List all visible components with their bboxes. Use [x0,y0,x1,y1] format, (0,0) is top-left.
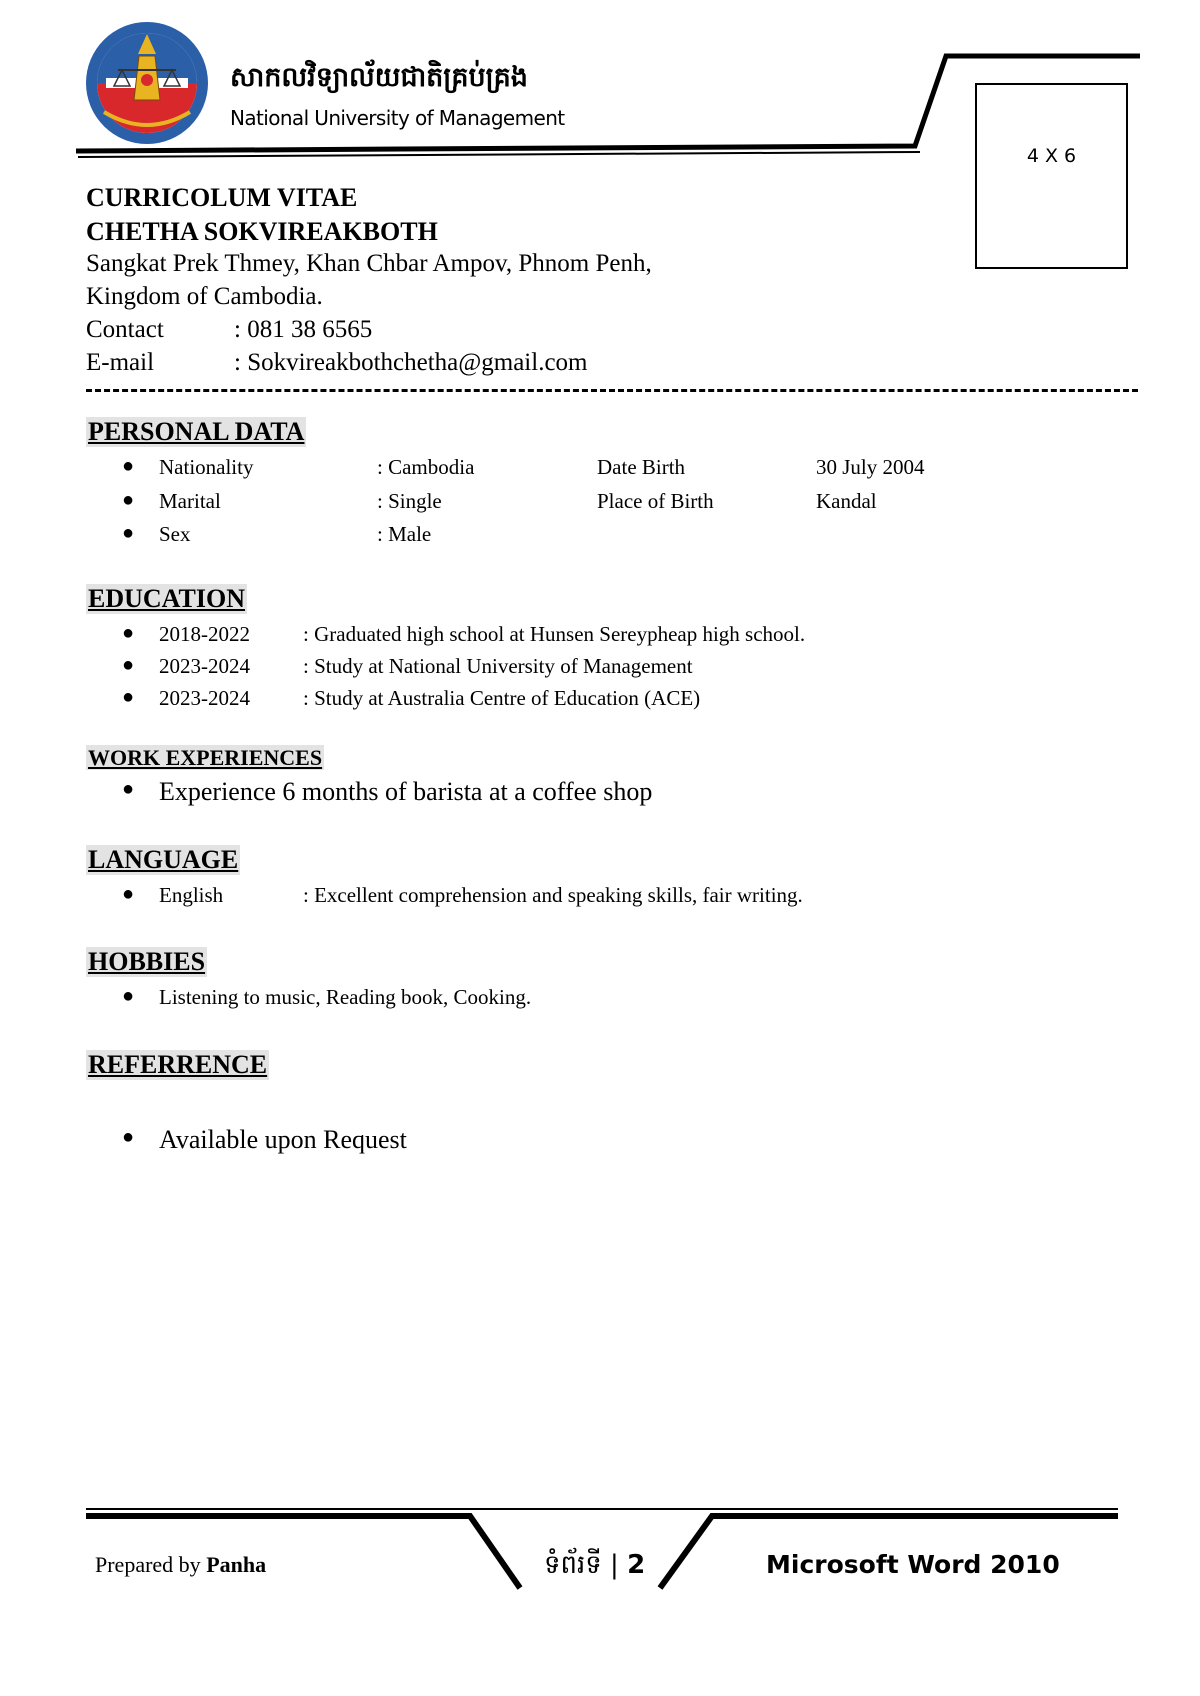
personal-label: Nationality [159,455,254,479]
education-text: : Study at Australia Centre of Education (ACE) [303,686,701,710]
bullet-icon: ● [122,455,135,477]
bullet-icon: ● [122,622,135,644]
education-years: 2018-2022 [159,622,250,646]
prepared-by [95,1552,266,1578]
bullet-icon: ● [122,985,135,1007]
education-years: 2023-2024 [159,654,250,678]
personal-label-2: Place of Birth [597,489,714,513]
personal-value: : Single [377,489,442,513]
personal-label: Marital [159,489,221,513]
address-line-1: Sangkat Prek Thmey, Khan Chbar Ampov, Phnom Penh, [86,250,652,277]
personal-value: : Male [377,522,432,546]
page-number [544,1548,645,1586]
university-logo [84,20,210,146]
application-name: Microsoft Word 2010 [766,1550,1060,1579]
hobby-item-text: Listening to music, Reading book, Cooking. [159,985,532,1009]
personal-label: Sex [159,522,191,546]
university-name-english: National University of Management [230,106,565,130]
hobbies-heading: HOBBIES [88,947,206,976]
education-years: 2023-2024 [159,686,250,710]
prepared-by-prefix: Prepared by [95,1552,207,1577]
language-heading: LANGUAGE [88,845,239,874]
contact-value: : 081 38 6565 [234,316,373,343]
bullet-icon: ● [122,883,135,905]
education-text: : Study at National University of Management [303,654,693,678]
education-heading: EDUCATION [88,584,245,613]
personal-data-heading: PERSONAL DATA [88,417,305,446]
page-label: ទំព័រទី [544,1550,602,1580]
bullet-icon: ● [122,522,135,544]
university-name-khmer: សាកលវិទ្យាល័យជាតិគ្រប់គ្រង [230,62,528,93]
reference-heading: REFERRENCE [88,1050,268,1079]
personal-value-2: 30 July 2004 [816,455,925,479]
contact-label: Contact [86,316,164,343]
prepared-by-name: Panha [206,1552,267,1577]
personal-value-2: Kandal [816,489,877,513]
language-name: English [159,883,224,907]
language-text: : Excellent comprehension and speaking skills, fair writing. [303,883,803,907]
page-number-value: 2 [627,1550,646,1580]
email-value: : Sokvireakbothchetha@gmail.com [234,349,588,376]
personal-value: : Cambodia [377,455,475,479]
personal-label-2: Date Birth [597,455,686,479]
work-experience-heading: WORK EXPERIENCES [88,745,323,770]
photo-size-label: 4 X 6 [1026,145,1077,167]
section-divider [86,389,1138,392]
page-separator: | [601,1550,628,1580]
address-line-2: Kingdom of Cambodia. [86,283,323,310]
bullet-icon: ● [122,778,135,800]
bullet-icon: ● [122,654,135,676]
education-text: : Graduated high school at Hunsen Sereypheap high school. [303,622,806,646]
reference-item-text: Available upon Request [159,1125,407,1154]
bullet-icon: ● [122,686,135,708]
applicant-name: CHETHA SOKVIREAKBOTH [86,217,438,246]
photo-placeholder [975,83,1128,269]
bullet-icon: ● [122,1126,135,1148]
document-title: CURRICOLUM VITAE [86,183,358,212]
work-item-text: Experience 6 months of barista at a coffee shop [159,777,653,806]
email-label: E-mail [86,349,155,376]
bullet-icon: ● [122,489,135,511]
